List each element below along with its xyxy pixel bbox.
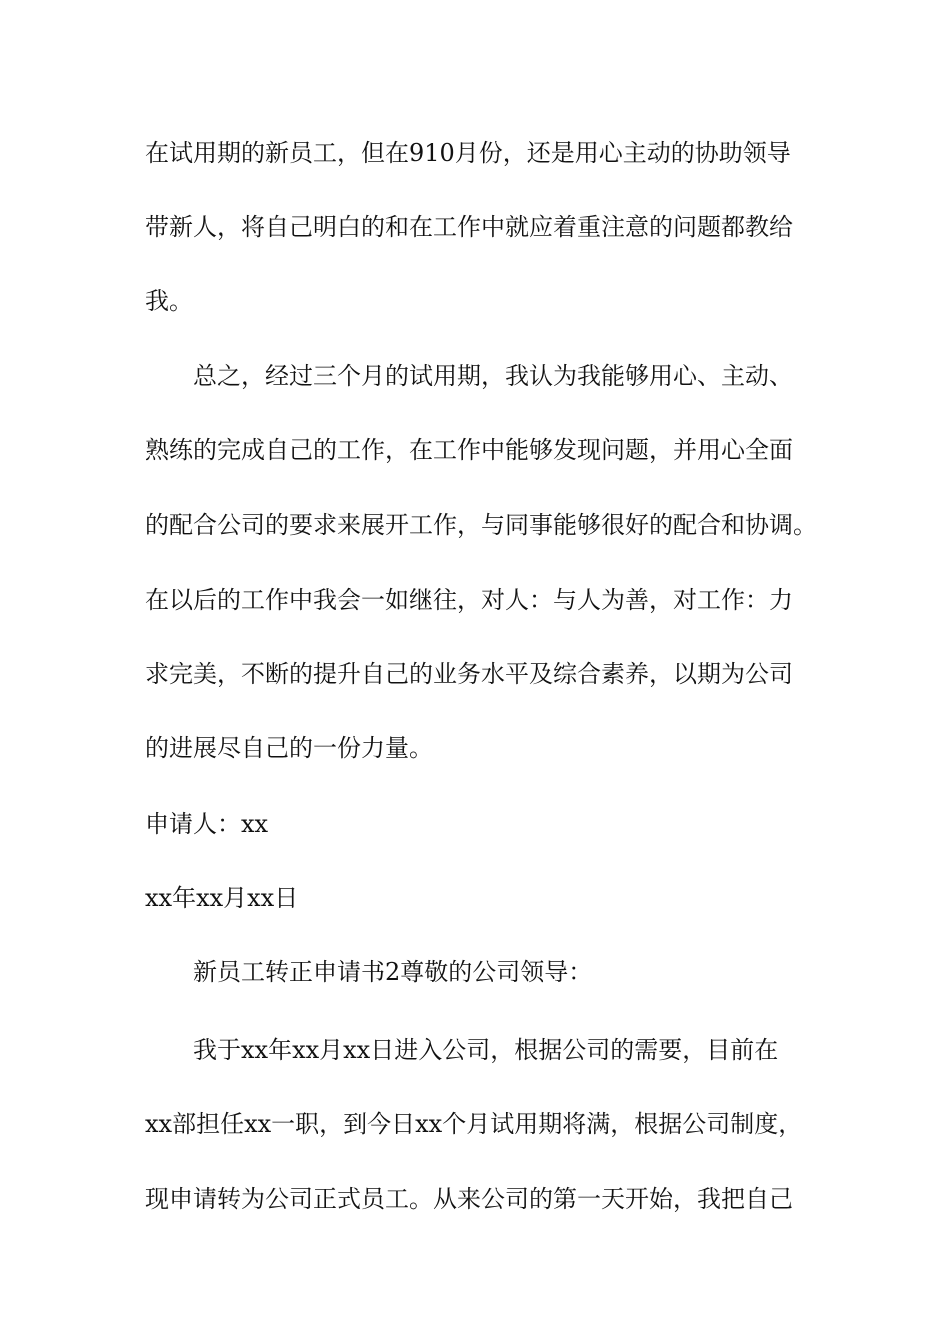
text-line-8: 求完美，不断的提升自己的业务水平及综合素养，以期为公司 (145, 660, 793, 688)
text-line-13: 我于xx年xx月xx日进入公司，根据公司的需要，目前在 (193, 1036, 779, 1064)
text-line-9: 的进展尽自己的一份力量。 (145, 734, 433, 762)
text-line-6: 的配合公司的要求来展开工作，与同事能够很好的配合和协调。 (145, 511, 817, 539)
text-line-3: 我。 (145, 287, 193, 315)
text-line-5: 熟练的完成自己的工作，在工作中能够发现问题，并用心全面 (145, 436, 793, 464)
text-line-1: 在试用期的新员工，但在910月份，还是用心主动的协助领导 (145, 139, 791, 167)
text-line-15: 现申请转为公司正式员工。从来公司的第一天开始，我把自己 (145, 1185, 793, 1213)
text-line-7: 在以后的工作中我会一如继往，对人：与人为善，对工作：力 (145, 586, 793, 614)
section-heading: 新员工转正申请书2尊敬的公司领导： (193, 958, 593, 986)
text-line-14: xx部担任xx一职，到今日xx个月试用期将满，根据公司制度， (145, 1110, 803, 1138)
text-line-4: 总之，经过三个月的试用期，我认为我能够用心、主动、 (193, 362, 793, 390)
text-line-2: 带新人，将自己明白的和在工作中就应着重注意的问题都教给 (145, 213, 793, 241)
applicant-line: 申请人：xx (145, 810, 269, 838)
date-line: xx年xx月xx日 (145, 884, 299, 912)
